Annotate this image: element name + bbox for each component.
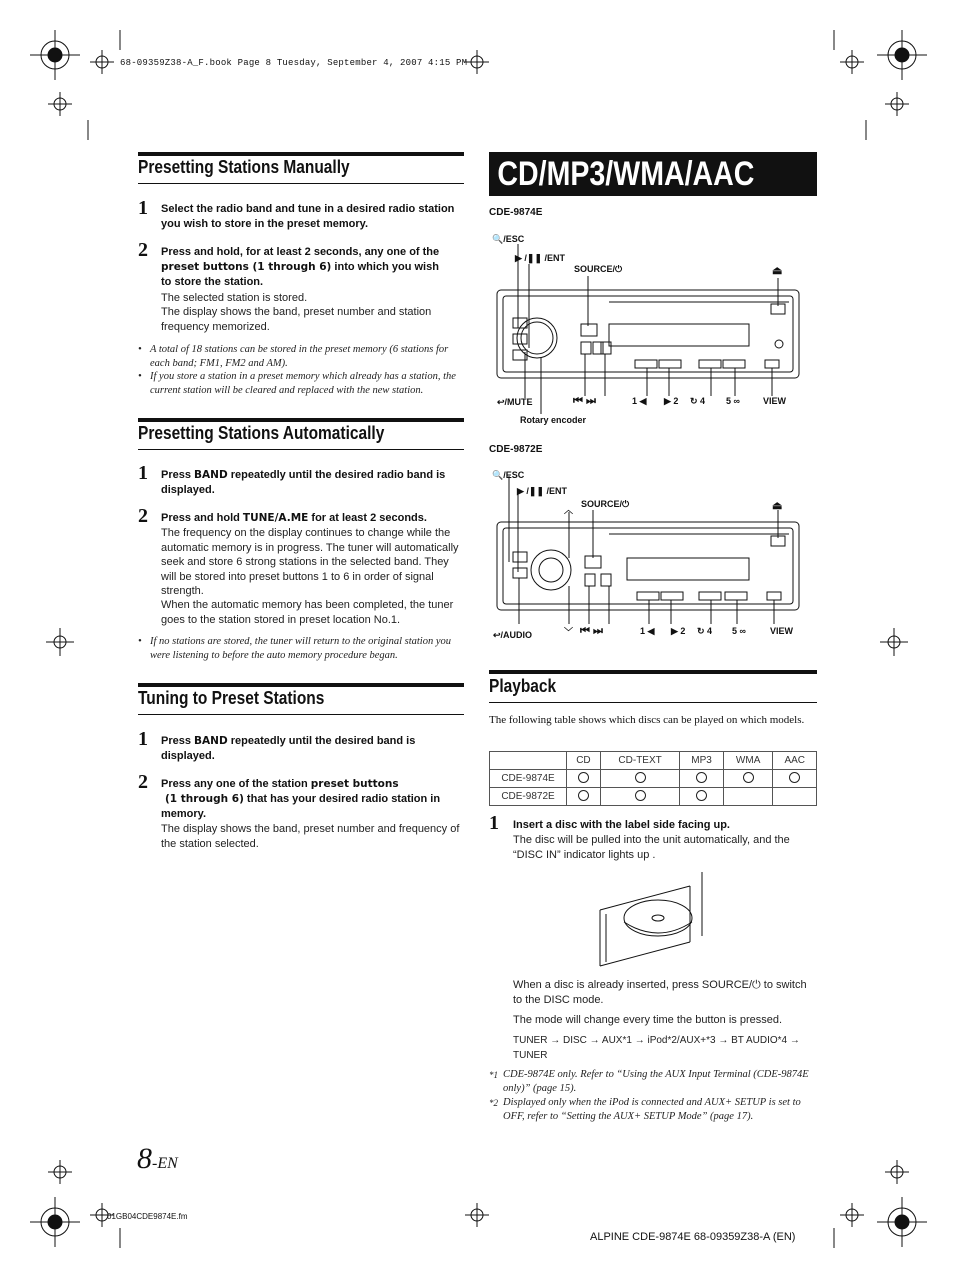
ent-label: ▶ /❚❚ /ENT [517, 486, 568, 496]
reg-mark-top-left-big [30, 30, 80, 80]
table-header: AAC [773, 752, 817, 770]
model-label: CDE-9872E [489, 444, 543, 455]
step-number: 1 [138, 728, 148, 750]
section-rule-top [138, 418, 464, 422]
preset-label: ↻ 4 [697, 626, 713, 636]
section-title-auto: Presetting Stations Automatically [138, 423, 385, 443]
skip-icons: ⏮ ⏭ [573, 395, 596, 407]
step-number: 1 [138, 197, 148, 219]
step-text: Press and hold, for at least 2 seconds, any one of the preset buttons (1 through 6) into which you wish to store the station. [161, 246, 440, 288]
esc-label: 🔍/ESC [492, 234, 525, 244]
preset-label: 5 ∞ [732, 626, 746, 636]
section-title-preset: Tuning to Preset Stations [138, 688, 325, 708]
section-title-playback: Playback [489, 676, 557, 696]
disc-compat-table [489, 751, 817, 806]
reg-mark-top-right-big [877, 30, 927, 80]
rotary-label: Rotary encoder [520, 415, 587, 425]
table-cell-model: CDE-9874E [490, 770, 567, 788]
eject-icon: ⏏ [772, 500, 783, 512]
preset-label: ▶ 2 [671, 626, 686, 636]
table-header: CD [567, 752, 601, 770]
step-text: Press any one of the station preset buttons (1 through 6) that has your desired radio station in memory. [161, 778, 441, 820]
preset-label: 1 ◀ [632, 396, 647, 406]
preset-label: 5 ∞ [726, 396, 740, 406]
step-body: The disc will be pulled into the unit automatically, and the “DISC IN” indicator lights up . [513, 834, 790, 861]
supported-mark [789, 772, 800, 783]
step-number: 2 [138, 771, 148, 793]
section-rule-top [138, 152, 464, 156]
step-text: Press and hold TUNE/A.ME for at least 2 seconds. [161, 512, 427, 524]
footer-filename: 01GB04CDE9874E.fm [107, 1212, 188, 1221]
view-label: VIEW [763, 396, 787, 406]
table-header: MP3 [680, 752, 724, 770]
disc-insert-illustration [598, 870, 710, 972]
table-cell-model: CDE-9872E [490, 788, 567, 806]
model-label: CDE-9874E [489, 207, 543, 218]
esc-label: 🔍/ESC [492, 470, 525, 480]
preset-label: ▶ 2 [664, 396, 679, 406]
up-icon: ︿ [564, 505, 574, 515]
section-rule-top [138, 683, 464, 687]
table-header: CD-TEXT [600, 752, 679, 770]
supported-mark [635, 790, 646, 801]
footnote: *2 Displayed only when the iPod is connected and AUX+ SETUP is set to OFF, refer to “Setting the AUX+ SETUP Mode” (page 17). [489, 1097, 801, 1122]
eject-icon: ⏏ [772, 265, 783, 277]
note-item: • A total of 18 stations can be stored in the preset memory (6 stations for each band; FM1, FM2 and AM). [138, 344, 449, 369]
note-item: • If you store a station in a preset memory which already has a station, the current station will be cleared and replaced with the new station. [138, 371, 456, 396]
source-label: SOURCE/⏻ [581, 499, 630, 509]
file-header: 68-09359Z38-A_F.book Page 8 Tuesday, September 4, 2007 4:15 PM [120, 58, 468, 68]
note-item: • If no stations are stored, the tuner will return to the original station you were listening to before the auto memory procedure began. [138, 636, 451, 661]
supported-mark [743, 772, 754, 783]
section-rule-top [489, 670, 817, 674]
section-rule-bottom [138, 183, 464, 184]
ent-label: ▶ /❚❚ /ENT [515, 253, 566, 263]
display-window [609, 324, 749, 346]
supported-mark [578, 772, 589, 783]
step-text: Insert a disc with the label side facing up. [513, 819, 730, 831]
supported-mark [696, 772, 707, 783]
step-text: Select the radio band and tune in a desired radio station you wish to store in the preset memory. [161, 203, 455, 230]
step-body: The selected station is stored. [161, 292, 308, 304]
section-title-manual: Presetting Stations Manually [138, 157, 350, 177]
table-row [490, 770, 817, 788]
audio-label: ↩/AUDIO [493, 630, 533, 640]
banner-title: CD/MP3/WMA/AAC [497, 155, 755, 193]
step-number: 2 [138, 239, 148, 261]
step-body: The display shows the band, preset number and frequency of the station selected. [161, 823, 460, 850]
section-rule-bottom [138, 449, 464, 450]
supported-mark [635, 772, 646, 783]
table-header-row [490, 752, 817, 770]
preset-label: ↻ 4 [690, 396, 706, 406]
table-row [490, 788, 817, 806]
table-header: WMA [723, 752, 773, 770]
mute-label: ↩/MUTE [497, 397, 533, 407]
skip-icons: ⏮ ⏭ [580, 625, 603, 637]
view-label: VIEW [770, 626, 794, 636]
supported-mark [696, 790, 707, 801]
after-text: The mode will change every time the button is pressed. [513, 1014, 783, 1026]
preset-label: 1 ◀ [640, 626, 655, 636]
step-body: The display shows the band, preset number and station frequency memorized. [161, 306, 432, 333]
step-body: When the automatic memory has been completed, the tuner goes to the station stored in preset location No.1. [161, 599, 454, 626]
after-text: When a disc is already inserted, press SOURCE/⏻ to switch to the DISC mode. [513, 979, 807, 1006]
supported-mark [578, 790, 589, 801]
faceplate-outline [497, 290, 799, 378]
down-icon: ﹀ [564, 627, 574, 637]
banner-box [489, 152, 817, 196]
step-number: 1 [489, 812, 499, 834]
indicator [775, 340, 783, 348]
playback-intro: The following table shows which discs can be played on which models. [489, 714, 805, 726]
step-text: Press BAND repeatedly until the desired band is displayed. [161, 735, 416, 762]
source-label: SOURCE/⏻ [574, 264, 623, 274]
page-number: 8-EN [137, 1142, 178, 1175]
section-rule-bottom [138, 714, 464, 715]
footnote: *1 CDE-9874E only. Refer to “Using the AUX Input Terminal (CDE-9874E only)” (page 15). [489, 1069, 809, 1094]
section-rule-bottom [489, 702, 817, 703]
step-body: The frequency on the display continues to change while the automatic memory is in progress. The tuner will automatically seek and store 6 strong stations in the selected band. They will be stored into preset buttons 1 to 6 in order of signal strength. [161, 527, 459, 597]
source-button [581, 324, 597, 336]
step-number: 1 [138, 462, 148, 484]
footer-model: ALPINE CDE-9874E 68-09359Z38-A (EN) [590, 1231, 796, 1243]
step-number: 2 [138, 505, 148, 527]
step-text: Press BAND repeatedly until the desired radio band is displayed. [161, 469, 446, 496]
mode-flow: TUNER → DISC → AUX*1 → iPod*2/AUX+*3 → BT AUDIO*4 → TUNER [513, 1035, 800, 1061]
rotary-encoder [517, 318, 557, 358]
table-header [490, 752, 567, 770]
